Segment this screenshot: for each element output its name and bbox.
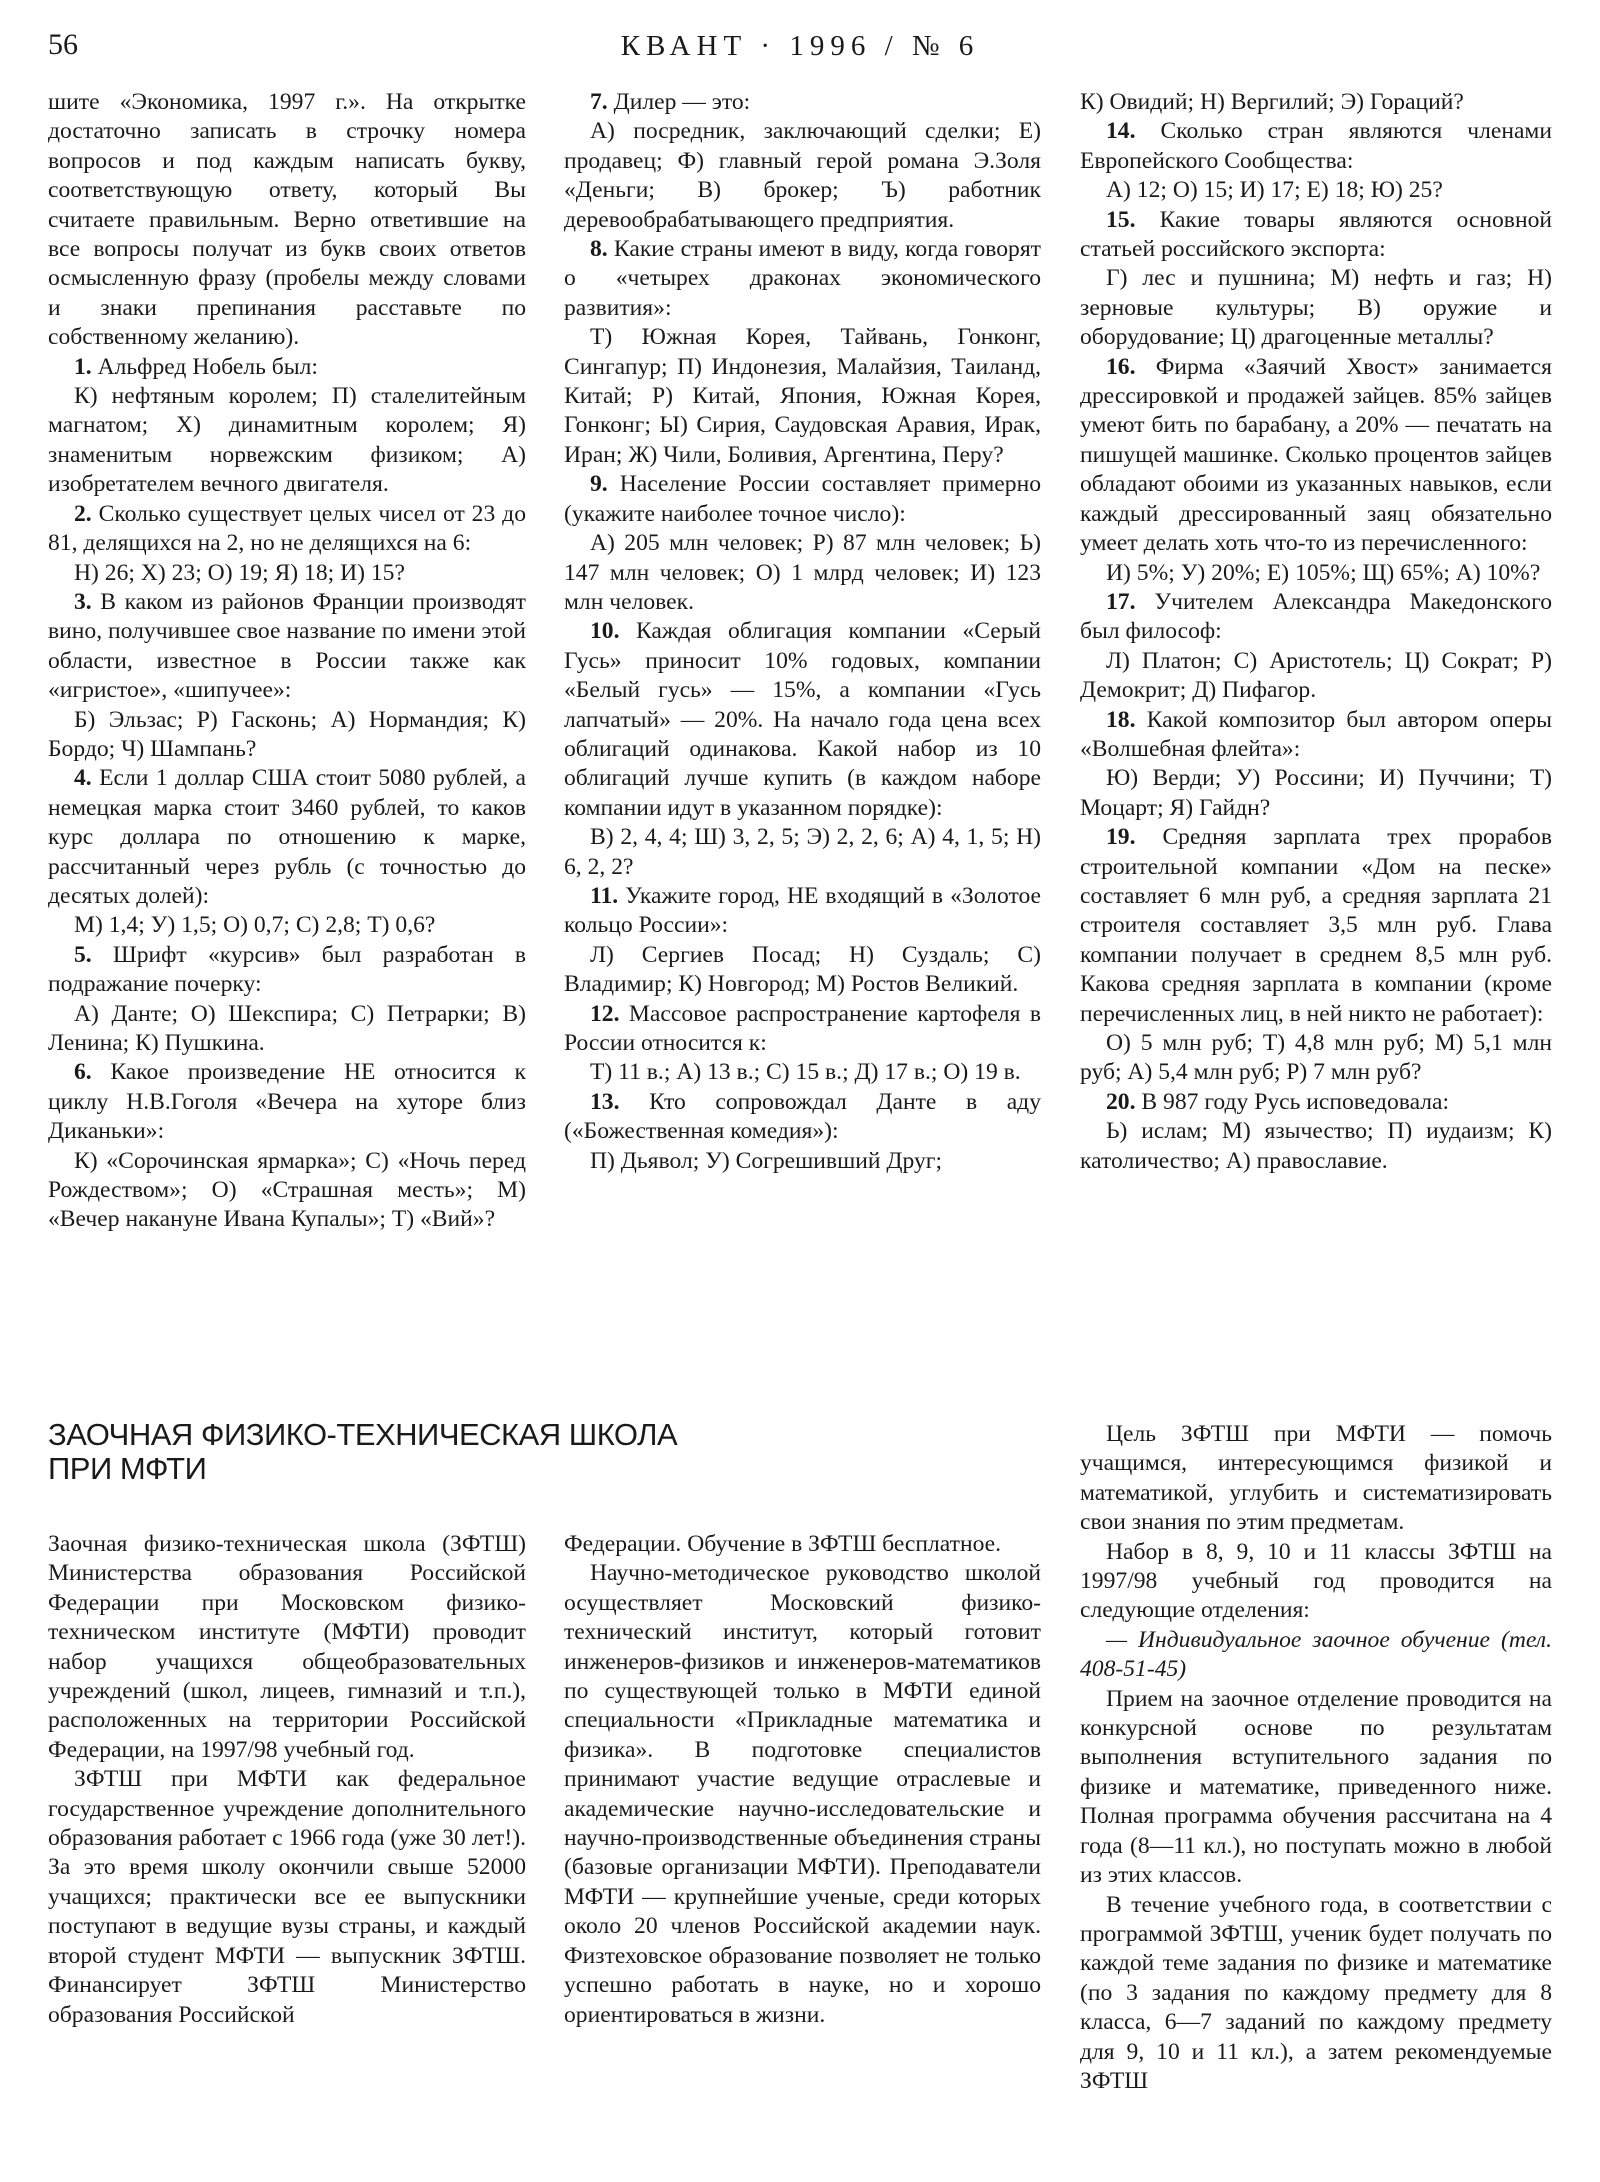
paragraph-text: Б) Эльзас; Р) Гасконь; А) Нормандия; К) Бордо; Ч) Шампань?: [48, 706, 526, 762]
paragraph-text: Кто сопровождал Данте в аду («Божественная комедия»):: [564, 1088, 1041, 1145]
question-number: 10.: [590, 618, 620, 645]
question-number: 5.: [74, 941, 92, 968]
paragraph-text: Ю) Верди; У) Россини; И) Пуччини; Т) Моцарт; Я) Гайдн?: [1080, 765, 1552, 821]
running-head: КВАНТ · 1996 / № 6: [620, 30, 980, 62]
paragraph-text: К) Овидий; Н) Вергилий; Э) Гораций?: [1080, 89, 1464, 115]
text-paragraph: [1080, 1891, 1552, 2097]
heading-line-2: ПРИ МФТИ: [48, 1451, 207, 1486]
question-paragraph: [48, 588, 526, 706]
paragraph-text: Население России составляет примерно (укажите наиболее точное число):: [564, 471, 1041, 527]
text-paragraph: [564, 823, 1041, 882]
article-column-1: [48, 1530, 526, 2030]
text-paragraph: [48, 382, 526, 500]
article-column-2: [564, 1530, 1041, 2030]
text-paragraph: [48, 1765, 526, 2030]
paragraph-text: Учителем Александра Македонского был философ:: [1080, 588, 1552, 645]
text-paragraph: [1080, 559, 1552, 588]
paragraph-text: Укажите город, НЕ входящий в «Золотое кольцо России»:: [564, 882, 1041, 939]
text-paragraph: [564, 117, 1041, 235]
paragraph-text: В течение учебного года, в соответствии с программой ЗФТШ, ученик будет получать по каждой теме задания по физике и математике (по 3 задания по каждому предмету для 8 класса, 6—7 заданий по каждому предмету для 9, 10 и 11 кл.), а затем рекомендуемые ЗФТШ: [1080, 1891, 1552, 2094]
question-number: 16.: [1106, 353, 1136, 380]
paragraph-text: Средняя зарплата трех прорабов строительной компании «Дом на песке» составляет 6 млн руб, а средняя зарплата 21 строителя составляет 3,5 млн руб. Глава компании получает в среднем 8,5 млн руб. Какова средняя зарплата в компании (кроме перечисленных лиц, в ней никто не работает):: [1080, 824, 1552, 1027]
text-paragraph: [1080, 264, 1552, 352]
question-paragraph: [48, 1058, 526, 1146]
question-paragraph: [1080, 823, 1552, 1029]
paragraph-text: Л) Сергиев Посад; Н) Суздаль; С) Владимир; К) Новгород; М) Ростов Великий.: [564, 941, 1041, 998]
paragraph-text: К) нефтяным королем; П) сталелитейным магнатом; Х) динамитным королем; Я) знаменитым норвежским физиком; А) изобретателем вечного двигателя.: [48, 383, 526, 498]
text-paragraph: [48, 1147, 526, 1235]
text-paragraph: [1080, 1685, 1552, 1891]
paragraph-text: шите «Экономика, 1997 г.». На открытке достаточно записать в строчку номера вопросов и под каждым написать букву, соответствующую ответу, который Вы считаете правильным. Верно ответившие на все вопросы получат из букв своих ответов осмысленную фразу (пробелы между словами и знаки препинания расставьте по собственному желанию).: [48, 89, 526, 351]
text-paragraph: [48, 706, 526, 765]
question-number: 15.: [1106, 206, 1136, 233]
text-paragraph: [564, 1058, 1041, 1087]
paragraph-text: Ь) ислам; М) язычество; П) иудаизм; К) католичество; А) православие.: [1080, 1118, 1552, 1174]
question-number: 3.: [74, 588, 92, 615]
question-number: 8.: [590, 236, 608, 263]
question-number: 4.: [74, 765, 92, 792]
text-paragraph: [1080, 647, 1552, 706]
paragraph-text: Прием на заочное отделение проводится на конкурсной основе по результатам выполнения вступительного задания по физике и математике, приведенного ниже. Полная программа обучения рассчитана на 4 года (8—11 кл.), но поступать можно в любой из этих классов.: [1080, 1685, 1552, 1889]
paragraph-text: Н) 26; Х) 23; О) 19; Я) 18; И) 15?: [74, 559, 405, 586]
question-paragraph: [564, 882, 1041, 941]
paragraph-text: Сколько стран являются членами Европейского Сообщества:: [1080, 118, 1552, 174]
paragraph-text: Федерации. Обучение в ЗФТШ бесплатное.: [564, 1531, 1002, 1557]
question-number: 11.: [590, 882, 619, 909]
text-paragraph: [564, 529, 1041, 617]
question-paragraph: [564, 88, 1041, 117]
text-paragraph: [1080, 1538, 1552, 1626]
text-paragraph: [1080, 1626, 1552, 1685]
paragraph-text: Какое произведение НЕ относится к циклу Н.В.Гоголя «Вечера на хуторе близ Диканьки»:: [48, 1059, 526, 1145]
paragraph-text: Г) лес и пушнина; М) нефть и газ; Н) зерновые культуры; В) оружие и оборудование; Ц) драгоценные металлы?: [1080, 265, 1552, 351]
question-number: 14.: [1106, 118, 1136, 145]
paragraph-text: Массовое распространение картофеля в России относится к:: [564, 1000, 1041, 1056]
question-paragraph: [1080, 706, 1552, 765]
text-paragraph: [564, 323, 1041, 470]
question-number: 6.: [74, 1059, 92, 1086]
question-paragraph: [564, 470, 1041, 529]
text-paragraph: [564, 1530, 1041, 1559]
text-paragraph: [564, 1147, 1041, 1176]
question-paragraph: [1080, 117, 1552, 176]
paragraph-text: Альфред Нобель был:: [97, 353, 318, 380]
question-number: 12.: [590, 1000, 620, 1027]
paragraph-text: Фирма «Заячий Хвост» занимается дрессировкой и продажей зайцев. 85% зайцев умеют бить по барабану, а 20% — печатать на пишущей машинке. Сколько процентов зайцев обладают обоими из указанных навыков, если каждый дрессированный заяц обязательно умеет делать хоть что-то из перечисленного:: [1080, 353, 1552, 557]
text-paragraph: [48, 88, 526, 353]
text-paragraph: [564, 1559, 1041, 2030]
paragraph-text: Научно-методическое руководство школой осуществляет Московский физико-технический институт, который готовит инженеров-физиков и инженеров-математиков по существующей только в МФТИ единой специальности «Прикладные математика и физика». В подготовке специалистов принимают участие ведущие отраслевые и академические научно-исследовательские и научно-производственные объединения страны (базовые организации МФТИ). Преподаватели МФТИ — крупнейшие ученые, среди которых около 20 членов Российской академии наук. Физтеховское образование позволяет не только успешно работать в науке, но и хорошо ориентироваться в жизни.: [564, 1560, 1041, 2028]
paragraph-text: А) Данте; О) Шекспира; С) Петрарки; В) Ленина; К) Пушкина.: [48, 1000, 526, 1056]
text-paragraph: [1080, 764, 1552, 823]
question-number: 20.: [1106, 1088, 1136, 1115]
paragraph-text: Л) Платон; С) Аристотель; Ц) Сократ; Р) Демокрит; Д) Пифагор.: [1080, 647, 1552, 704]
quiz-column-1: [48, 88, 526, 1235]
question-number: 18.: [1106, 706, 1136, 733]
question-paragraph: [564, 1088, 1041, 1147]
paragraph-text: Дилер — это:: [613, 89, 751, 115]
text-paragraph: [48, 559, 526, 588]
paragraph-text: В 987 году Русь исповедовала:: [1141, 1088, 1450, 1115]
paragraph-text: Какой композитор был автором оперы «Волшебная флейта»:: [1080, 706, 1552, 762]
text-paragraph: [1080, 88, 1552, 117]
question-number: 2.: [74, 500, 92, 527]
question-paragraph: [1080, 353, 1552, 559]
paragraph-text: М) 1,4; У) 1,5; О) 0,7; С) 2,8; Т) 0,6?: [74, 912, 436, 939]
question-number: 17.: [1106, 588, 1136, 615]
text-paragraph: [48, 1000, 526, 1059]
question-paragraph: [48, 941, 526, 1000]
paragraph-text: Цель ЗФТШ при МФТИ — помочь учащимся, интересующимся физикой и математикой, углубить и систематизировать свои знания по этим предметам.: [1080, 1421, 1552, 1536]
paragraph-text: П) Дьявол; У) Согрешивший Друг;: [590, 1147, 942, 1174]
paragraph-text: Набор в 8, 9, 10 и 11 классы ЗФТШ на 1997/98 учебный год проводится на следующие отделения:: [1080, 1538, 1552, 1624]
question-paragraph: [1080, 1088, 1552, 1117]
question-paragraph: [48, 500, 526, 559]
paragraph-text: Шрифт «курсив» был разработан в подражание почерку:: [48, 941, 526, 998]
page-number: 56: [48, 28, 78, 61]
article-column-3: [1080, 1420, 1552, 2096]
question-number: 1.: [74, 353, 92, 380]
question-number: 7.: [590, 89, 608, 115]
paragraph-text: О) 5 млн руб; Т) 4,8 млн руб; М) 5,1 млн руб; А) 5,4 млн руб; Р) 7 млн руб?: [1080, 1030, 1552, 1086]
paragraph-text: ЗФТШ при МФТИ как федеральное государственное учреждение дополнительного образования работает с 1966 года (уже 30 лет!). За это время школу окончили свыше 52000 учащихся; практически все ее выпускники поступают в ведущие вузы страны, и каждый второй студент МФТИ — выпускник ЗФТШ. Финансирует ЗФТШ Министерство образования Российской: [48, 1766, 526, 2028]
paragraph-text: Сколько существует целых чисел от 23 до 81, делящихся на 2, но не делящихся на 6:: [48, 500, 526, 557]
paragraph-text: Если 1 доллар США стоит 5080 рублей, а немецкая марка стоит 3460 рублей, то каков курс доллара по отношению к марке, рассчитанный через рубль (с точностью до десятых долей):: [48, 765, 526, 909]
paragraph-text: Каждая облигация компании «Серый Гусь» приносит 10% годовых, компании «Белый гусь» — 15%, а компании «Гусь лапчатый» — 20%. На начало года цена всех облигаций одинакова. Какой набор из 10 облигаций лучше купить (в каждом наборе компании идут в указанном порядке):: [564, 618, 1041, 821]
text-paragraph: [1080, 1029, 1552, 1088]
paragraph-text: А) 205 млн человек; Р) 87 млн человек; Ь) 147 млн человек; О) 1 млрд человек; И) 123 млн человек.: [564, 530, 1041, 615]
question-paragraph: [1080, 206, 1552, 265]
paragraph-text: Т) 11 в.; А) 13 в.; С) 15 в.; Д) 17 в.; О) 19 в.: [590, 1059, 1021, 1086]
text-paragraph: [1080, 176, 1552, 205]
text-paragraph: [48, 1530, 526, 1765]
question-number: 19.: [1106, 824, 1136, 851]
question-number: 13.: [590, 1088, 620, 1115]
paragraph-text: И) 5%; У) 20%; Е) 105%; Щ) 65%; А) 10%?: [1106, 559, 1541, 586]
quiz-column-2: [564, 88, 1041, 1176]
text-paragraph: [564, 941, 1041, 1000]
paragraph-text: — Индивидуальное заочное обучение (тел. 408-51-45): [1080, 1626, 1552, 1683]
quiz-column-3: [1080, 88, 1552, 1176]
paragraph-text: Какие товары являются основной статьей российского экспорта:: [1080, 206, 1552, 263]
paragraph-text: Заочная физико-техническая школа (ЗФТШ) Министерства образования Российской Федерации при Московском физико-техническом институте (МФТИ) проводит набор учащихся общеобразовательных учреждений (школ, лицеев, гимназий и т.п.), расположенных на территории Российской Федерации, на 1997/98 учебный год.: [48, 1531, 526, 1763]
question-paragraph: [48, 353, 526, 382]
question-paragraph: [564, 617, 1041, 823]
question-paragraph: [1080, 588, 1552, 647]
text-paragraph: [1080, 1420, 1552, 1538]
paragraph-text: В) 2, 4, 4; Ш) 3, 2, 5; Э) 2, 2, 6; А) 4, 1, 5; Н) 6, 2, 2?: [564, 824, 1041, 880]
text-paragraph: [48, 911, 526, 940]
text-paragraph: [1080, 1117, 1552, 1176]
paragraph-text: К) «Сорочинская ярмарка»; С) «Ночь перед Рождеством»; О) «Страшная месть»; М) «Вечер накануне Ивана Купалы»; Т) «Вий»?: [48, 1147, 526, 1233]
paragraph-text: А) 12; О) 15; И) 17; Е) 18; Ю) 25?: [1106, 177, 1443, 204]
paragraph-text: В каком из районов Франции производят вино, получившее свое название по имени этой области, известное в России также как «игристое», «шипучее»:: [48, 588, 526, 704]
paragraph-text: Какие страны имеют в виду, когда говорят о «четырех драконах экономического развития»:: [564, 236, 1041, 321]
heading-line-1: ЗАОЧНАЯ ФИЗИКО-ТЕХНИЧЕСКАЯ ШКОЛА: [48, 1417, 678, 1452]
paragraph-text: А) посредник, заключающий сделки; Е) продавец; Ф) главный герой романа Э.Золя «Деньги; В) брокер; Ъ) работник деревообрабатывающего предприятия.: [564, 118, 1041, 233]
question-paragraph: [564, 1000, 1041, 1059]
question-number: 9.: [590, 471, 608, 498]
question-paragraph: [48, 764, 526, 911]
article-heading: [48, 1418, 848, 1486]
paragraph-text: Т) Южная Корея, Тайвань, Гонконг, Сингапур; П) Индонезия, Малайзия, Таиланд, Китай; Р) Китай, Япония, Южная Корея, Гонконг; Ы) Сирия, Саудовская Аравия, Ирак, Иран; Ж) Чили, Боливия, Аргентина, Перу?: [564, 324, 1041, 468]
question-paragraph: [564, 235, 1041, 323]
